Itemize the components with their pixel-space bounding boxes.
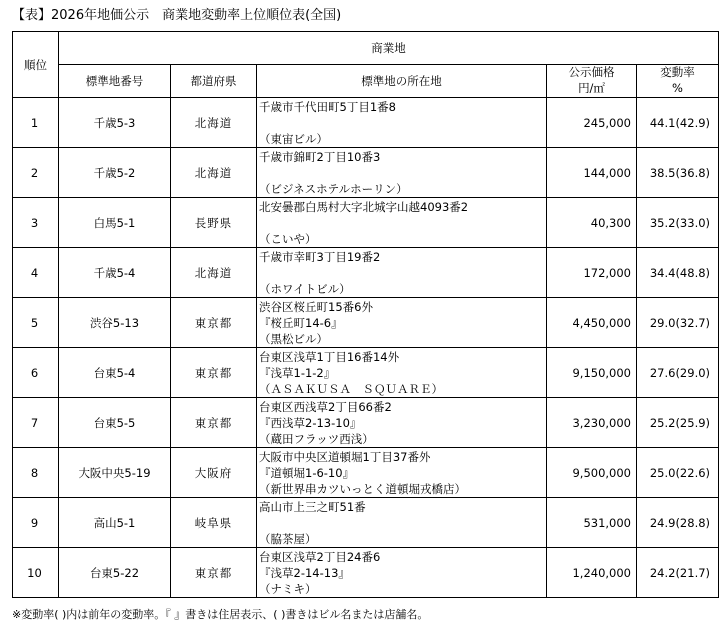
standard-number-cell: 渋谷5-13 [59, 298, 171, 348]
address-cell [257, 298, 547, 348]
header-standard-number: 標準地番号 [59, 65, 171, 98]
address-cell [257, 348, 547, 398]
header-price-line2: 円/㎡ [578, 81, 605, 95]
change-rate-cell: 44.1(42.9) [637, 98, 719, 148]
address-cell [257, 98, 547, 148]
address-line: （新世界串カツいっとく道頓堀戎橋店） [259, 482, 466, 496]
standard-number-cell: 台東5-4 [59, 348, 171, 398]
address-line: 台東区浅草2丁目24番6 [259, 550, 381, 564]
price-cell: 9,150,000 [547, 348, 637, 398]
prefecture-cell: 東京都 [171, 398, 257, 448]
address-line [259, 215, 545, 231]
change-rate-cell: 25.0(22.6) [637, 448, 719, 498]
address-line: （蔵田フラッツ西浅） [259, 432, 374, 446]
standard-number-cell: 千歳5-3 [59, 98, 171, 148]
change-rate-cell: 29.0(32.7) [637, 298, 719, 348]
price-cell: 9,500,000 [547, 448, 637, 498]
address-line: 千歳市幸町3丁目19番2 [259, 250, 381, 264]
address-cell [257, 498, 547, 548]
table-row [13, 448, 719, 498]
price-cell: 245,000 [547, 98, 637, 148]
address-line [259, 515, 545, 531]
rank-cell: 9 [13, 498, 59, 548]
address-cell [257, 148, 547, 198]
address-cell [257, 198, 547, 248]
address-line: 台東区浅草1丁目16番14外 [259, 350, 400, 364]
address-line: （脇茶屋） [259, 532, 317, 546]
standard-number-cell: 高山5-1 [59, 498, 171, 548]
price-cell: 4,450,000 [547, 298, 637, 348]
prefecture-cell: 岐阜県 [171, 498, 257, 548]
change-rate-cell: 34.4(48.8) [637, 248, 719, 298]
address-cell [257, 398, 547, 448]
address-line: 北安曇郡白馬村大字北城字山越4093番2 [259, 200, 469, 214]
prefecture-cell: 北海道 [171, 148, 257, 198]
table-row [13, 348, 719, 398]
address-cell [257, 448, 547, 498]
prefecture-cell: 北海道 [171, 98, 257, 148]
rank-cell: 4 [13, 248, 59, 298]
table-row [13, 298, 719, 348]
address-line: 『西浅草2-13-10』 [259, 416, 362, 430]
header-rank: 順位 [13, 32, 59, 98]
address-line: 台東区西浅草2丁目66番2 [259, 400, 392, 414]
standard-number-cell: 大阪中央5-19 [59, 448, 171, 498]
table-row [13, 498, 719, 548]
address-line [259, 265, 545, 281]
address-line: （ホワイトビル） [259, 282, 351, 296]
address-line: 『浅草1-1-2』 [259, 366, 336, 380]
change-rate-cell: 38.5(36.8) [637, 148, 719, 198]
address-cell [257, 548, 547, 598]
address-line [259, 165, 545, 181]
standard-number-cell: 白馬5-1 [59, 198, 171, 248]
address-line: 千歳市錦町2丁目10番3 [259, 150, 381, 164]
address-line: 渋谷区桜丘町15番6外 [259, 300, 373, 314]
prefecture-cell: 東京都 [171, 348, 257, 398]
address-line: （黒松ビル） [259, 332, 328, 346]
change-rate-cell: 27.6(29.0) [637, 348, 719, 398]
rank-cell: 10 [13, 548, 59, 598]
header-price [547, 65, 637, 98]
header-location: 標準地の所在地 [257, 65, 547, 98]
rank-cell: 3 [13, 198, 59, 248]
price-cell: 172,000 [547, 248, 637, 298]
change-rate-cell: 35.2(33.0) [637, 198, 719, 248]
ranking-table [12, 31, 719, 598]
address-cell [257, 248, 547, 298]
address-line: （ＡＳＡＫＵＳＡ ＳＱＵＡＲＥ） [259, 382, 443, 396]
price-cell: 3,230,000 [547, 398, 637, 448]
address-line: （ビジネスホテルホーリン） [259, 182, 408, 196]
address-line: 高山市上三之町51番 [259, 500, 366, 514]
rank-cell: 8 [13, 448, 59, 498]
rank-cell: 6 [13, 348, 59, 398]
rank-cell: 5 [13, 298, 59, 348]
price-cell: 531,000 [547, 498, 637, 548]
address-line: （こいや） [259, 232, 317, 246]
table-row [13, 198, 719, 248]
address-line [259, 115, 545, 131]
address-line: （東宙ビル） [259, 132, 328, 146]
standard-number-cell: 千歳5-2 [59, 148, 171, 198]
rank-cell: 2 [13, 148, 59, 198]
standard-number-cell: 台東5-5 [59, 398, 171, 448]
address-line: 千歳市千代田町5丁目1番8 [259, 100, 396, 114]
table-row [13, 398, 719, 448]
table-row [13, 98, 719, 148]
prefecture-cell: 東京都 [171, 298, 257, 348]
prefecture-cell: 大阪府 [171, 448, 257, 498]
rank-cell: 1 [13, 98, 59, 148]
standard-number-cell: 千歳5-4 [59, 248, 171, 298]
standard-number-cell: 台東5-22 [59, 548, 171, 598]
page-title: 【表】2026年地価公示 商業地変動率上位順位表(全国) [12, 8, 342, 23]
address-line: 大阪市中央区道頓堀1丁目37番外 [259, 450, 431, 464]
header-rate-line1: 変動率 [660, 65, 695, 79]
prefecture-cell: 長野県 [171, 198, 257, 248]
price-cell: 40,300 [547, 198, 637, 248]
header-commercial-land: 商業地 [59, 32, 719, 65]
prefecture-cell: 北海道 [171, 248, 257, 298]
table-row [13, 248, 719, 298]
prefecture-cell: 東京都 [171, 548, 257, 598]
address-line: 『道頓堀1-6-10』 [259, 466, 355, 480]
table-row [13, 148, 719, 198]
header-prefecture: 都道府県 [171, 65, 257, 98]
price-cell: 144,000 [547, 148, 637, 198]
price-cell: 1,240,000 [547, 548, 637, 598]
address-line: （ナミキ） [259, 582, 317, 596]
address-line: 『桜丘町14-6』 [259, 316, 343, 330]
rank-cell: 7 [13, 398, 59, 448]
address-line: 『浅草2-14-13』 [259, 566, 350, 580]
change-rate-cell: 24.2(21.7) [637, 548, 719, 598]
change-rate-cell: 25.2(25.9) [637, 398, 719, 448]
table-row [13, 548, 719, 598]
header-rate [637, 65, 719, 98]
header-price-line1: 公示価格 [568, 65, 615, 79]
change-rate-cell: 24.9(28.8) [637, 498, 719, 548]
footnote: ※変動率( )内は前年の変動率。『 』書きは住居表示、( )書きはビル名または店舗名。 [12, 608, 429, 621]
header-rate-line2: % [672, 81, 683, 95]
